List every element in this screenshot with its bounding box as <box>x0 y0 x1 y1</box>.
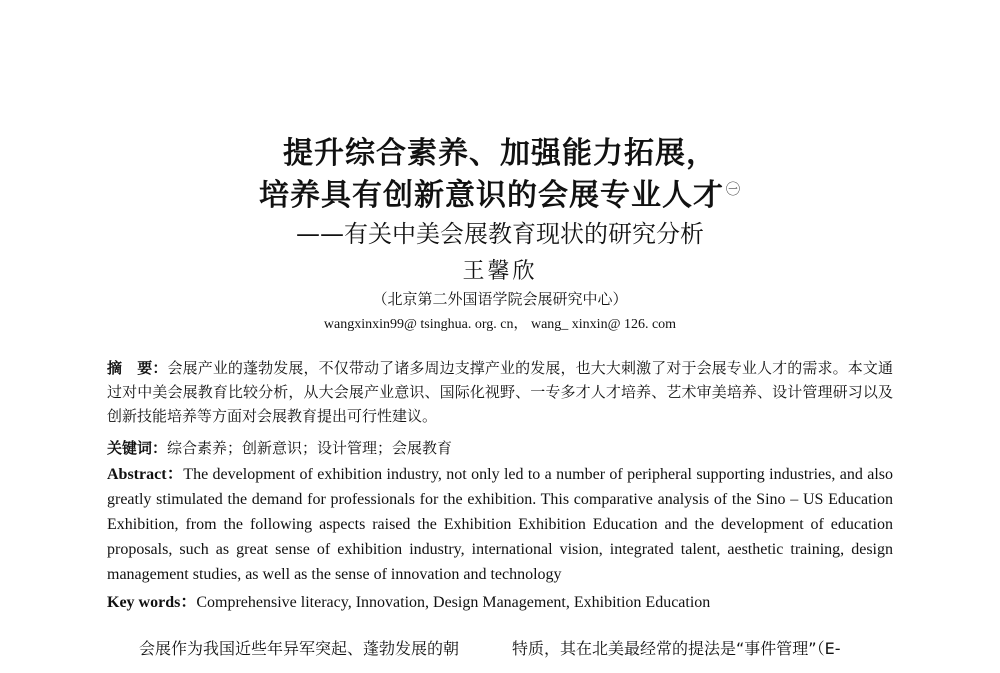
abstract-en <box>107 462 893 587</box>
author-email: wangxinxin99@ tsinghua. org. cn， wang_ xinxin@ 126. com <box>323 317 677 332</box>
keywords-en-label: Key words： <box>107 594 197 611</box>
keywords-cn-label: 关键词： <box>107 439 168 457</box>
paper-title-line-2 <box>0 170 1000 214</box>
keywords-en-text: Comprehensive literacy, Innovation, Design Management, Exhibition Education <box>196 594 711 611</box>
paper-title-line-1 <box>0 128 1000 172</box>
author-name: 王馨欣 <box>462 259 538 284</box>
title-text-2: 培养具有创新意识的会展专业人才 <box>259 178 724 213</box>
abstract-cn <box>107 356 893 428</box>
title-text-1: 提升综合素养、加强能力拓展， <box>283 136 717 171</box>
footnote-mark: ㊀ <box>726 182 741 198</box>
abstract-en-label: Abstract： <box>107 466 184 483</box>
body-left-column: 会展作为我国近些年异军突起、蓬勃发展的朝 <box>139 639 460 658</box>
abstract-en-text: The development of exhibition industry, not only led to a number of peripheral supporting industries, and also greatly stimulated the demand for professionals for the exhibition. This comparative analysis of the Sino – US Education Exhibition, from the following aspects raised the Exhibition Exhibition Education and the development of education proposals, such as great sense of exhibition industry, international vision, integrated talent, aesthetic training, design management studies, as well as the sense of innovation and technology <box>107 466 893 583</box>
author-affiliation: （北京第二外国语学院会展研究中心） <box>372 290 628 308</box>
abstract-cn-text: 会展产业的蓬勃发展，不仅带动了诸多周边支撑产业的发展，也大大刺激了对于会展专业人才的需求。本文通过对中美会展教育比较分析，从大会展产业意识、国际化视野、一专多才人才培养、艺术审美培养、设计管理研习以及创新技能培养等方面对会展教育提出可行性建议。 <box>107 359 893 425</box>
body-right-column: 特质，其在北美最经常的提法是“事件管理”（E- <box>512 639 841 658</box>
abstract-cn-label: 摘 要： <box>107 359 168 377</box>
keywords-en <box>107 590 893 615</box>
keywords-cn-text: 综合素养；创新意识；设计管理；会展教育 <box>167 439 453 457</box>
keywords-cn <box>107 436 893 460</box>
paper-subtitle: ——有关中美会展教育现状的研究分析 <box>296 220 704 248</box>
